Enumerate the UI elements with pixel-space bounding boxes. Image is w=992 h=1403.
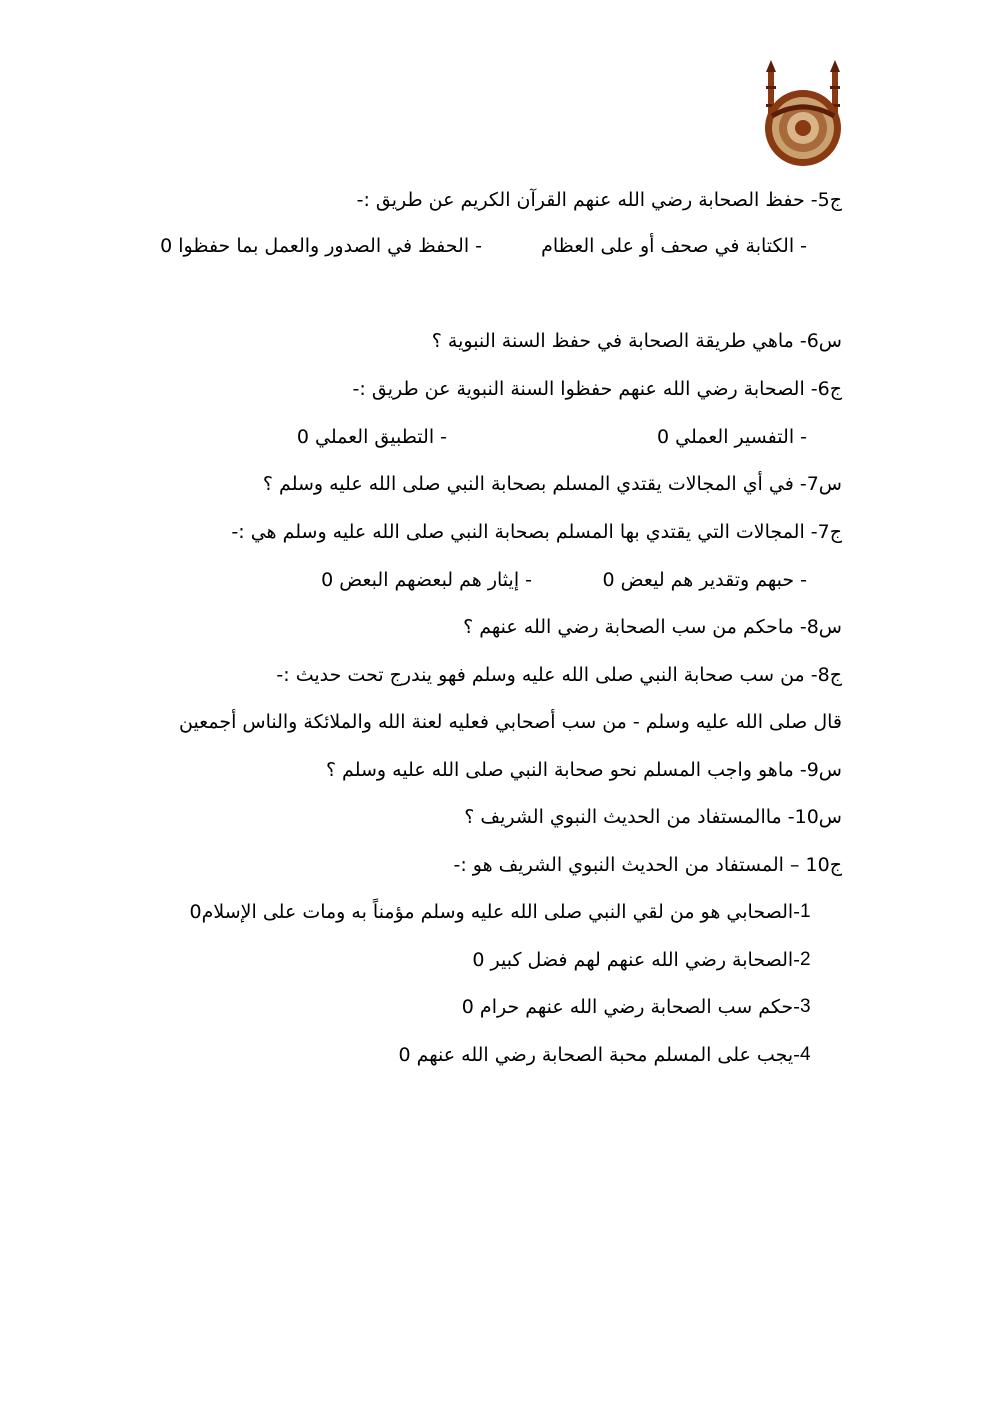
answer-8-hadith: قال صلى الله عليه وسلم - من سب أصحابي فعليه لعنة الله والملائكة والناس أجمعين — [178, 711, 842, 733]
answer-6-heading: ج6- الصحابة رضي الله عنهم حفظوا السنة النبوية عن طريق :- — [352, 378, 842, 400]
answer-5-heading: ج5- حفظ الصحابة رضي الله عنهم القرآن الكريم عن طريق :- — [356, 189, 842, 211]
question-8: س8- ماحكم من سب الصحابة رضي الله عنهم ؟ — [463, 616, 842, 638]
point-2-text: -الصحابة رضي الله عنهم لهم فضل كبير 0 — [472, 949, 800, 971]
answer-7-item-2: - إيثار هم لبعضهم البعض 0 — [321, 569, 532, 591]
question-10: س10- ماالمستفاد من الحديث النبوي الشريف ؟ — [464, 806, 842, 828]
answer-6-item-1: - التفسير العملي 0 — [657, 426, 807, 448]
point-1-number: 1 — [800, 901, 811, 922]
answer-10-heading: ج10 – المستفاد من الحديث النبوي الشريف هو :- — [453, 854, 842, 876]
point-1-text: -الصحابي هو من لقي النبي صلى الله عليه وسلم مؤمناً به ومات على الإسلام0 — [189, 901, 800, 923]
question-9: س9- ماهو واجب المسلم نحو صحابة النبي صلى الله عليه وسلم ؟ — [325, 759, 842, 781]
question-6: س6- ماهي طريقة الصحابة في حفظ السنة النبوية ؟ — [431, 330, 842, 352]
answer-7-heading: ج7- المجالات التي يقتدي بها المسلم بصحابة النبي صلى الله عليه وسلم هي :- — [231, 521, 842, 543]
answer-5-item-2: - الحفظ في الصدور والعمل بما حفظوا 0 — [160, 235, 482, 257]
answer-6-item-2: - التطبيق العملي 0 — [296, 426, 447, 448]
answer-5-item-1: - الكتابة في صحف أو على العظام — [541, 235, 807, 257]
point-4-number: 4 — [800, 1044, 811, 1065]
point-2-number: 2 — [800, 949, 811, 970]
question-7: س7- في أي المجالات يقتدي المسلم بصحابة النبي صلى الله عليه وسلم ؟ — [262, 473, 842, 495]
mosque-emblem-icon — [760, 58, 846, 170]
point-3-number: 3 — [800, 996, 811, 1017]
answer-8-heading: ج8- من سب صحابة النبي صلى الله عليه وسلم فهو يندرج تحت حديث :- — [276, 664, 842, 686]
point-3-text: -حكم سب الصحابة رضي الله عنهم حرام 0 — [461, 996, 800, 1018]
point-4-text: -يجب على المسلم محبة الصحابة رضي الله عنهم 0 — [398, 1044, 800, 1066]
answer-7-item-1: - حبهم وتقدير هم ليعض 0 — [602, 569, 807, 591]
